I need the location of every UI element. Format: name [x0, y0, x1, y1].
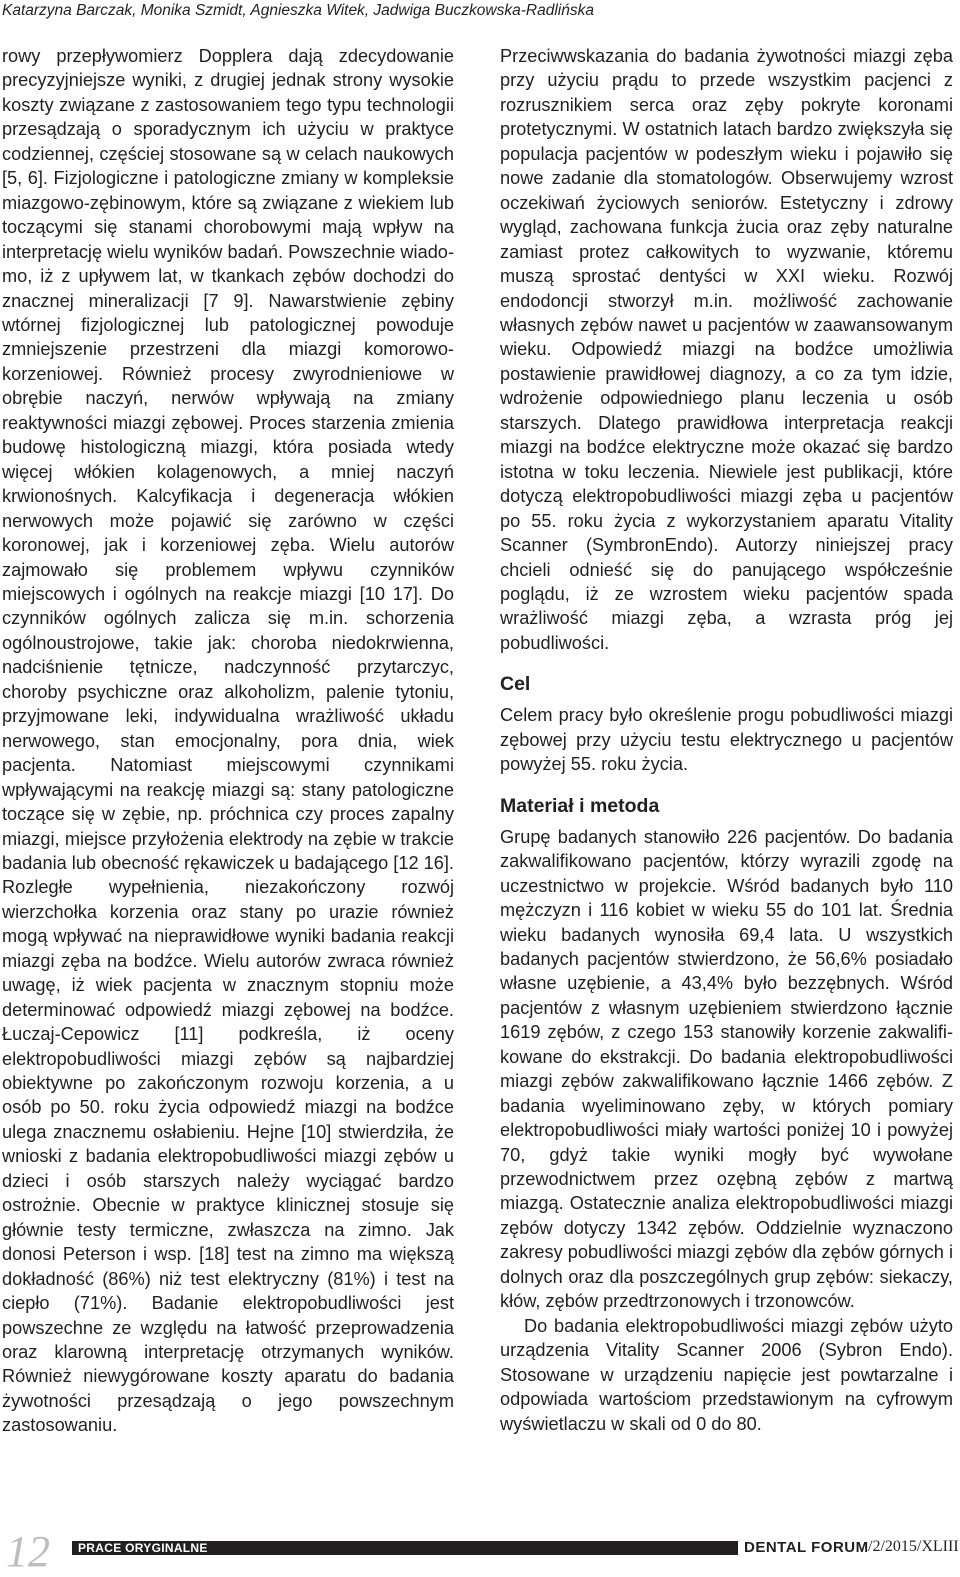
- body-paragraph: Celem pracy było określenie progu pobudliwości miazgi zębowej przy użyciu testu elektrycznego u pacjentów powyżej 55. roku życia.: [500, 705, 953, 775]
- issue-number: /2/2015/XLIII: [868, 1538, 959, 1555]
- page-footer: [0, 1527, 960, 1577]
- right-column: [500, 44, 953, 1436]
- section-label: PRACE ORYGINALNE: [78, 1541, 208, 1555]
- body-paragraph: Przeciwwskazania do badania żywotności miazgi zęba przy użyciu prądu to przede wszystkim pacjenci z rozrusznikiem serca oraz zęby pokryte koronami protetycznymi. W ostatnich latach bardzo zwiększyła się populacja pacjentów w podeszłym wieku i pojawiło się nowe zadanie dla stomatologów. Obserwujemy wzrost oczekiwań życiowych seniorów. Estetyczny i zdrowy wygląd, zachowana funkcja żucia oraz zęby naturalne zamiast protez całkowitych to wyzwanie, któremu muszą sprostać dentyści w XXI wieku. Rozwój endodoncji stworzył m.in. możliwość zachowanie własnych zębów nawet u pacjentów w zaawansowanym wieku. Odpowiedź miazgi na bodźce umożliwia postawienie prawidłowej diagnozy, a co za tym idzie, wdrożenie odpowiedniego planu leczenia u osób starszych. Dlatego prawidłowa interpretacja reakcji miazgi na bodźce elektryczne może okazać się bardzo istotna w toku leczenia. Niewiele jest publikacji, które dotyczą elektropobudliwości miazgi zęba u pacjentów po 55. roku życia z wykorzystaniem aparatu Vitality Scanner (SymbronEndo). Autorzy niniejszej pracy chcieli odnieść się do panującego współcześnie poglądu, iż ze wzrostem wieku pacjentów spada wrażliwość miazgi zęba, a wzrasta próg jej pobudliwości.: [500, 46, 953, 653]
- body-paragraph: Grupę badanych stanowiło 226 pacjentów. Do badania zakwalifikowano pacjentów, którzy wyrazili zgodę na uczestnictwo w projekcie. Wśród badanych było 110 mężczyzn i 116 kobiet w wieku 55 do 101 lat. Średnia wieku badanych wynosiła 69,4 lata. U wszystkich badanych pacjentów stwierdzono, że 56,6% posiadało własne uzębienie, a 43,4% było bezzębnych. Wśród pacjentów z własnym uzębieniem stwierdzono łącznie 1619 zębów, z czego 153 stanowiły korzenie zakwalifikowane do ekstrakcji. Do badania elektropobudliwości miazgi zębów zakwalifikowano łącznie 1466 zębów. Z badania wyeliminowano zęby, w których pomiary elektropobudliwości miały wartości poniżej 10 i powyżej 70, gdyż takie wyniki mogły być wywołane przewodnictwem przez ozębną zębów z martwą miazgą. Ostatecznie analiza elektropobudliwości miazgi zębów dotyczy 1342 zębów. Oddzielnie wyznaczono zakresy pobudliwości miazgi zębów dla zębów górnych i dolnych oraz dla poszczególnych grup zębów: siekaczy, kłów, zębów przedtrzonowych i trzonowców.: [500, 826, 953, 1312]
- left-column: [2, 44, 454, 1438]
- running-head-authors: Katarzyna Barczak, Monika Szmidt, Agnieszka Witek, Jadwiga Buczkowska-Radlińska: [2, 2, 594, 19]
- journal-name: DENTAL FORUM: [744, 1539, 869, 1556]
- section-heading-material-i-metoda: Materiał i metoda: [500, 794, 660, 817]
- section-heading-cel: Cel: [500, 673, 531, 696]
- page-number: 12: [6, 1527, 50, 1576]
- body-paragraph: Do badania elektropobudliwości miazgi zębów użyto urządzenia Vitality Scanner 2006 (Sybron Endo). Stosowane w urządzeniu napięcie jest powtarzalne i odpowiada wartościom przedstawionym na cyfrowym wyświetlaczu w skali od 0 do 80.: [500, 1315, 953, 1434]
- body-paragraph: rowy przepływomierz Dopplera dają zdecydowanie precyzyjniejsze wyniki, z drugiej jednak strony wysokie koszty związane z zastosowaniem tego typu technologii przesądzają o sporadycznym ich użyciu w praktyce codziennej, częściej stosowane są w celach naukowych [5, 6]. Fizjologiczne i patologiczne zmiany w kompleksie miazgowo-zębinowym, które są związane z wiekiem lub toczącymi się stanami chorobowymi mają wpływ na interpretację wielu wyników badań. Powszechnie wiadomo, iż z upływem lat, w tkankach zębów dochodzi do znacznej mineralizacji [7 9]. Nawarstwienie zębiny wtórnej fizjologicznej lub patologicznej powoduje zmniejszenie przestrzeni dla miazgi komorowo-korzeniowej. Również procesy zwyrodnieniowe w obrębie naczyń, nerwów wpływają na zmiany reaktywności miazgi zębowej. Proces starzenia zmienia budowę histologiczną miazgi, która posiada wtedy więcej włókien kolagenowych, a mniej naczyń krwionośnych. Kalcyfikacja i degeneracja włókien nerwowych może pojawić się zarówno w części koronowej, jak i korzeniowej zęba. Wielu autorów zajmowało się problemem wpływu czynników miejscowych i ogólnych na reakcje miazgi [10 17]. Do czynników ogólnych zalicza się m.in. schorzenia ogólnoustrojowe, takie jak: choroba niedokrwienna, nadciśnienie tętnicze, nadczynność przytarczyc, choroby psychiczne oraz alkoholizm, palenie tytoniu, przyjmowane leki, indywidualna wrażliwość układu nerwowego, stan emocjonalny, pora dnia, wiek pacjenta. Natomiast miejscowymi czynnikami wpływającymi na reakcję miazgi są: stany patologiczne toczące się w zębie, np. próchnica czy proces zapalny miazgi, miejsce przyłożenia elektrody na zębie w trakcie badania lub obecność rękawiczek u badającego [12 16]. Rozległe wypełnienia, niezakończony rozwój wierzchołka korzenia oraz stany po urazie również mogą wpływać na nieprawidłowe wyniki badania reakcji miazgi zęba na bodźce. Wielu autorów zwraca również uwagę, iż wiek pacjenta w znacznym stopniu może determinować odpowiedź miazgi zębowej na bodźce. Łuczaj-Cepowicz [11] podkreśla, iż oceny elektropobudliwości miazgi zębów są najbardziej obiektywne po zakończonym rozwoju korzenia, a u osób po 50. roku życia odpowiedź miazgi na bodźce ulega znacznemu osłabieniu. Hejne [10] stwierdziła, że wnioski z badania elektropobudliwości miazgi zębów u dzieci i osób starszych należy wyciągać bardzo ostrożnie. Obecnie w praktyce klinicznej stosuje się głównie testy termiczne, zwłaszcza na zimno. Jak donosi Peterson i wsp. [18] test na zimno ma większą dokładność (86%) niż test elektryczny (81%) i test na ciepło (71%). Badanie elektropobudliwości jest powszechne ze względu na łatwość przeprowadzenia oraz klarowną interpretację otrzymanych wyników. Również niewygórowane koszty aparatu do badania żywotności przesądzają o jego powszechnym zastosowaniu.: [2, 46, 454, 1436]
